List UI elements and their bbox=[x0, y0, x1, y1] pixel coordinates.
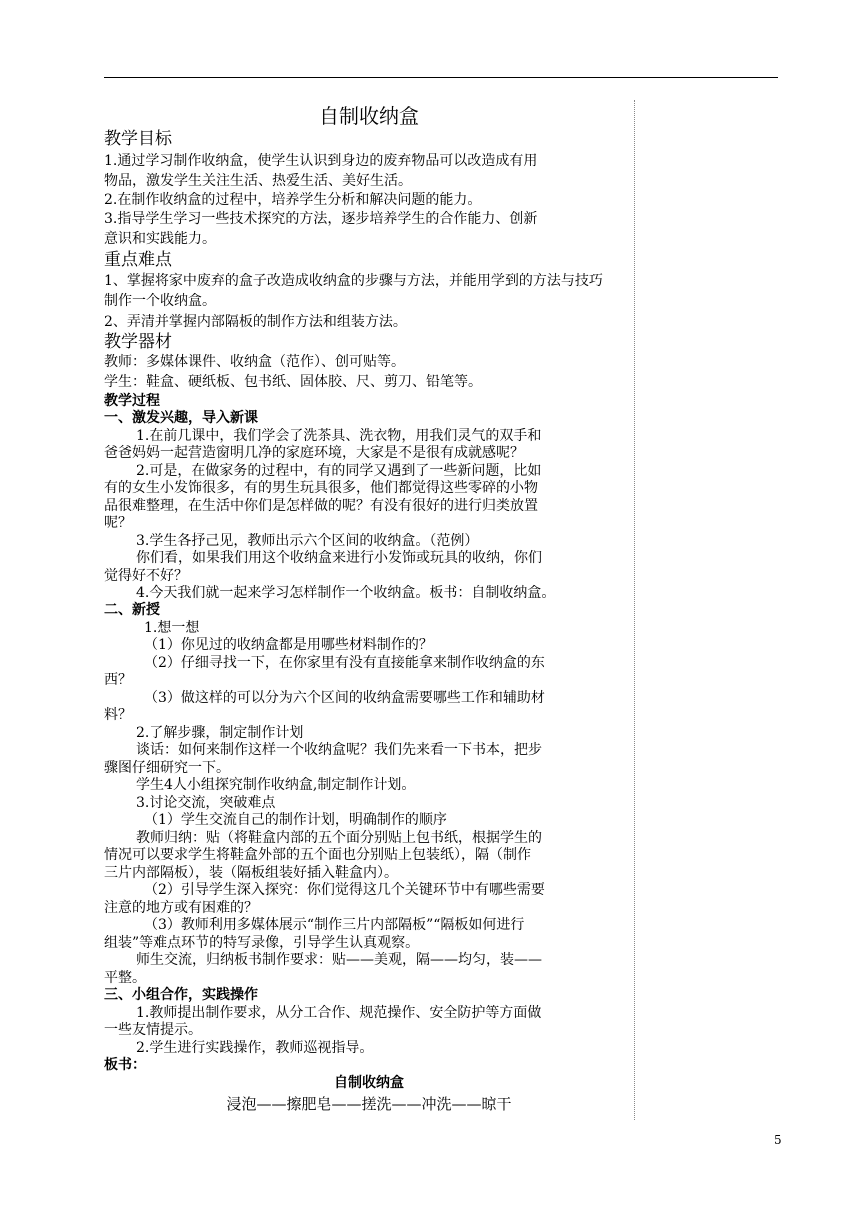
body-text-line: 注意的地方或有困难的？ bbox=[104, 900, 258, 916]
section-heading: 三、小组合作，实践操作 bbox=[104, 987, 258, 1003]
body-text-line: 组装”等难点环节的特写录像，引导学生认真观察。 bbox=[104, 935, 420, 951]
body-text-line: （3）做这样的可以分为六个区间的收纳盒需要哪些工作和辅助材 bbox=[144, 690, 545, 706]
body-text-line: 觉得好不好？ bbox=[104, 568, 188, 584]
body-text-line: 平整。 bbox=[104, 970, 146, 986]
body-text-line: 师生交流，归纳板书制作要求：贴——美观，隔——均匀，装—— bbox=[136, 952, 542, 968]
section-heading: 教学器材 bbox=[104, 332, 172, 352]
body-text-line: 一些友情提示。 bbox=[104, 1022, 202, 1038]
body-text-line: 1.教师提出制作要求，从分工合作、规范操作、安全防护等方面做 bbox=[136, 1005, 542, 1021]
body-text-line: 谈话：如何来制作这样一个收纳盒呢？我们先来看一下书本，把步 bbox=[136, 742, 542, 758]
body-text-line: 品很难整理，在生活中你们是怎样做的呢？有没有很好的进行归类放置 bbox=[104, 498, 538, 514]
body-text-line: 学生：鞋盒、硬纸板、包书纸、固体胶、尺、剪刀、铅笔等。 bbox=[104, 374, 482, 390]
board-steps: 浸泡——擦肥皂——搓洗——冲洗——晾干 bbox=[226, 1095, 512, 1113]
body-text-line: 呢？ bbox=[104, 515, 132, 531]
body-text-line: 1.在前几课中，我们学会了洗茶具、洗衣物，用我们灵气的双手和 bbox=[136, 428, 542, 444]
section-heading: 教学目标 bbox=[104, 129, 172, 149]
body-text-line: 1、掌握将家中废弃的盒子改造成收纳盒的步骤与方法，并能用学到的方法与技巧 bbox=[104, 273, 603, 289]
page-title: 自制收纳盒 bbox=[319, 104, 419, 128]
body-text-line: 你们看，如果我们用这个收纳盒来进行小发饰或玩具的收纳，你们 bbox=[136, 550, 542, 566]
body-text-line: （3）教师利用多媒体展示“制作三片内部隔板”“隔板如何进行 bbox=[144, 917, 525, 933]
page-number: 5 bbox=[774, 1133, 782, 1147]
body-text-line: 2.学生进行实践操作，教师巡视指导。 bbox=[136, 1040, 374, 1056]
body-text-line: 爸爸妈妈一起营造窗明几净的家庭环境，大家是不是很有成就感呢？ bbox=[104, 445, 524, 461]
body-text-line: 物品，激发学生关注生活、热爱生活、美好生活。 bbox=[104, 173, 412, 189]
body-text-line: 情况可以要求学生将鞋盒外部的五个面也分别贴上包装纸），隔（制作 bbox=[104, 847, 531, 863]
body-text-line: 意识和实践能力。 bbox=[104, 231, 216, 247]
body-text-line: （1）你见过的收纳盒都是用哪些材料制作的？ bbox=[144, 637, 433, 653]
body-text-line: 三片内部隔板），装（隔板组装好插入鞋盒内）。 bbox=[104, 865, 398, 881]
body-text-line: （2）引导学生深入探究：你们觉得这几个关键环节中有哪些需要 bbox=[144, 882, 545, 898]
section-heading: 教学过程 bbox=[104, 393, 160, 409]
section-heading: 板书： bbox=[104, 1057, 146, 1073]
body-text-line: （2）仔细寻找一下，在你家里有没有直接能拿来制作收纳盒的东 bbox=[144, 655, 545, 671]
body-text-line: 制作一个收纳盒。 bbox=[104, 293, 216, 309]
body-text-line: 2.了解步骤，制定制作计划 bbox=[136, 725, 304, 741]
body-text-line: 1.通过学习制作收纳盒，使学生认识到身边的废弃物品可以改造成有用 bbox=[104, 153, 538, 169]
body-text-line: 3.讨论交流，突破难点 bbox=[136, 795, 276, 811]
body-text-line: 西？ bbox=[104, 672, 132, 688]
body-text-line: 2.在制作收纳盒的过程中，培养学生分析和解决问题的能力。 bbox=[104, 192, 482, 208]
body-text-line: 有的女生小发饰很多，有的男生玩具很多，他们都觉得这些零碎的小物 bbox=[104, 480, 538, 496]
section-heading: 二、新授 bbox=[104, 602, 160, 618]
header-rule bbox=[104, 77, 778, 78]
body-text-line: 4.今天我们就一起来学习怎样制作一个收纳盒。板书：自制收纳盒。 bbox=[136, 585, 556, 601]
section-heading: 一、激发兴趣，导入新课 bbox=[104, 410, 258, 426]
body-text-line: （1）学生交流自己的制作计划，明确制作的顺序 bbox=[144, 812, 447, 828]
body-text-line: 料？ bbox=[104, 707, 132, 723]
body-text-line: 3.学生各抒己见，教师出示六个区间的收纳盒。（范例） bbox=[136, 533, 479, 549]
body-text-line: 3.指导学生学习一些技术探究的方法，逐步培养学生的合作能力、创新 bbox=[104, 211, 538, 227]
section-heading: 重点难点 bbox=[104, 250, 172, 270]
body-text-line: 1.想一想 bbox=[144, 620, 200, 636]
body-text-line: 2.可是，在做家务的过程中，有的同学又遇到了一些新问题，比如 bbox=[136, 463, 542, 479]
body-text-line: 2、弄清并掌握内部隔板的制作方法和组装方法。 bbox=[104, 314, 407, 330]
board-title: 自制收纳盒 bbox=[334, 1075, 404, 1091]
body-text-line: 教师归纳：贴（将鞋盒内部的五个面分别贴上包书纸，根据学生的 bbox=[136, 830, 542, 846]
body-text-line: 骤图仔细研究一下。 bbox=[104, 760, 230, 776]
body-text-line: 学生4人小组探究制作收纳盒,制定制作计划。 bbox=[136, 777, 416, 793]
body-text-line: 教师：多媒体课件、收纳盒（范作）、创可贴等。 bbox=[104, 354, 405, 370]
